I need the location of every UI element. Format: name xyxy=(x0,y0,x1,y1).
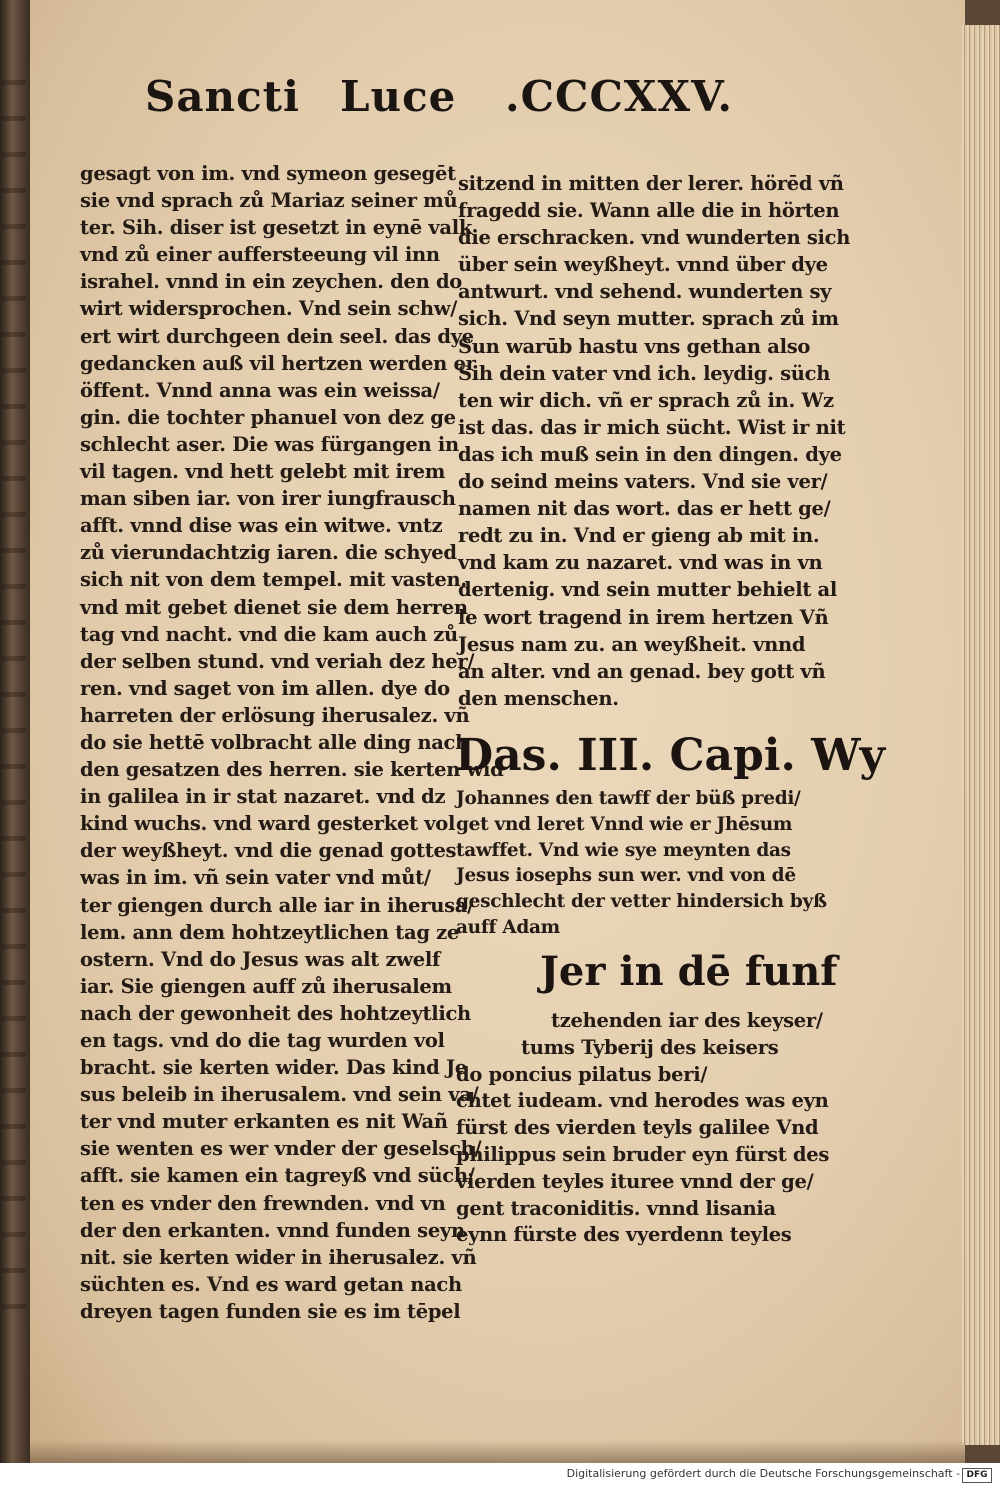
text-line: dertenig. vnd sein mutter behielt al xyxy=(458,578,837,602)
text-line: nit. sie kerten wider in iherusalez. vñ xyxy=(80,1245,477,1269)
left-text-column xyxy=(80,160,504,1325)
text-line: tag vnd nacht. vnd die kam auch zů xyxy=(80,622,458,646)
text-line: geschlecht der vetter hindersich byß xyxy=(456,891,827,913)
text-line: ostern. Vnd do Jesus was alt zwelf xyxy=(80,947,441,971)
text-line: antwurt. vnd sehend. wunderten sy xyxy=(458,280,832,304)
text-line: sie vnd sprach zů Mariaz seiner mů xyxy=(80,189,458,213)
text-line: en tags. vnd do die tag wurden vol xyxy=(80,1029,445,1052)
text-line: bracht. sie kerten wider. Das kind Je xyxy=(80,1056,467,1080)
text-line: wirt widersprochen. Vnd sein schw/ xyxy=(80,297,458,321)
text-line: sus beleib in iherusalem. vnd sein va/ xyxy=(80,1083,479,1107)
text-line: sich. Vnd seyn mutter. sprach zů im xyxy=(458,307,839,331)
text-line: sie wenten es wer vnder der geselsch/ xyxy=(80,1137,482,1161)
text-line: ter vnd muter erkanten es nit Wañ xyxy=(80,1110,448,1134)
text-line: le wort tragend in irem hertzen Vñ xyxy=(458,605,829,629)
text-line: ert wirt durchgeen dein seel. das dye xyxy=(80,324,474,348)
text-line: eynn fürste des vyerdenn teyles xyxy=(456,1223,792,1247)
text-line: chtet iudeam. vnd herodes was eyn xyxy=(456,1089,829,1113)
text-line: den gesatzen des herren. sie kerten wid xyxy=(80,758,504,782)
text-line: Johannes den tawff der büß predi/ xyxy=(456,788,801,809)
text-line: vnd kam zu nazaret. vnd was in vn xyxy=(458,551,823,575)
text-line: gesagt von im. vnd symeon gesegēt xyxy=(80,162,456,185)
text-line: iar. Sie giengen auff zů iherusalem xyxy=(80,974,452,998)
text-line: afft. vnnd dise was ein witwe. vntz xyxy=(80,514,443,538)
header-word-sancti: Sancti xyxy=(145,72,301,121)
text-line: gin. die tochter phanuel von dez ge xyxy=(80,405,456,429)
text-line: der selben stund. vnd veriah dez her/ xyxy=(80,649,475,673)
text-line: ter. Sih. diser ist gesetzt in eynē valk xyxy=(80,216,473,240)
text-line: harreten der erlösung iherusalez. vñ xyxy=(80,703,470,727)
text-line: afft. sie kamen ein tagreyß vnd süch/ xyxy=(80,1164,475,1188)
text-line: tzehenden iar des keyser/ xyxy=(551,1009,823,1032)
text-line: tawffet. Vnd wie sye meynten das xyxy=(456,839,791,861)
folio-number: .CCCXXV. xyxy=(505,72,733,121)
text-line: fürst des vierden teyls galilee Vnd xyxy=(456,1116,819,1140)
page-stack-edge xyxy=(962,25,1000,1445)
text-line: vil tagen. vnd hett gelebt mit irem xyxy=(80,460,446,484)
text-line: tums Tyberij des keisers xyxy=(521,1035,779,1059)
text-line: der den erkanten. vnnd funden seyn xyxy=(80,1218,465,1242)
text-line: Sun warūb hastu vns gethan also xyxy=(458,334,811,358)
text-line: auff Adam xyxy=(456,916,560,938)
chapter-summary xyxy=(456,786,827,941)
text-line: vierden teyles ituree vnnd der ge/ xyxy=(456,1169,814,1193)
text-line: ist das. das ir mich sücht. Wist ir nit xyxy=(458,415,846,439)
text-line: schlecht aser. Die was fürgangen in xyxy=(80,432,459,456)
text-line: süchten es. Vnd es ward getan nach xyxy=(80,1272,462,1296)
text-line: zů vierundachtzig iaren. die schyed xyxy=(80,541,457,565)
text-line: fragedd sie. Wann alle die in hörten xyxy=(458,199,840,223)
text-line: philippus sein bruder eyn fürst des xyxy=(456,1142,830,1166)
text-line: Jesus nam zu. an weyßheit. vnnd xyxy=(458,632,806,656)
text-line: ten es vnder den frewnden. vnd vn xyxy=(80,1191,446,1215)
text-line: gent traconiditis. vnnd lisania xyxy=(456,1196,776,1220)
dfg-logo-icon: DFG xyxy=(962,1468,992,1483)
text-line: do seind meins vaters. Vnd sie ver/ xyxy=(458,470,828,494)
text-line: ren. vnd saget von im allen. dye do xyxy=(80,676,450,700)
text-line: lem. ann dem hohtzeytlichen tag ze xyxy=(80,920,460,944)
facing-page-text-bleed xyxy=(2,80,26,1330)
text-line: namen nit das wort. das er hett ge/ xyxy=(458,497,831,521)
page-bottom-shadow xyxy=(30,1440,965,1463)
header-word-luce: Luce xyxy=(340,72,457,121)
text-line: ten wir dich. vñ er sprach zů in. Wz xyxy=(458,388,834,412)
text-line: redt zu in. Vnd er gieng ab mit in. xyxy=(458,524,820,548)
text-line: ter giengen durch alle iar in iherusa/ xyxy=(80,893,474,917)
running-header xyxy=(145,72,745,132)
text-line: der weyßheyt. vnd die genad gottes xyxy=(80,839,457,863)
text-line: öffent. Vnnd anna was ein weissa/ xyxy=(80,378,440,402)
text-line: an alter. vnd an genad. bey gott vñ xyxy=(458,659,826,683)
chapter-heading: Das. III. Capi. Wy xyxy=(455,730,886,781)
text-line: vnd mit gebet dienet sie dem herren xyxy=(80,595,468,619)
chapter-initial-phrase: Jer in dē funf xyxy=(540,948,838,995)
text-line: sitzend in mitten der lerer. hörēd vñ xyxy=(458,172,844,195)
right-text-column-top xyxy=(458,170,851,712)
footer-credit: Digitalisierung gefördert durch die Deutsche Forschungsgemeinschaft - xyxy=(566,1467,960,1480)
text-line: über sein weyßheyt. vnnd über dye xyxy=(458,253,828,277)
text-line: das ich muß sein in den dingen. dye xyxy=(458,442,842,466)
text-line: man siben iar. von irer iungfrausch xyxy=(80,487,456,511)
text-line: in galilea in ir stat nazaret. vnd dz xyxy=(80,785,446,809)
facing-page-edge xyxy=(0,0,30,1463)
text-line: den menschen. xyxy=(458,686,619,710)
digitization-footer xyxy=(0,1463,1000,1486)
text-line: do sie hettē volbracht alle ding nach xyxy=(80,730,469,754)
text-line: get vnd leret Vnnd wie er Jhēsum xyxy=(456,813,793,835)
text-line: dreyen tagen funden sie es im tēpel xyxy=(80,1299,461,1323)
text-line: do poncius pilatus beri/ xyxy=(456,1062,708,1086)
text-line: was in im. vñ sein vater vnd můt/ xyxy=(80,866,431,890)
text-line: die erschracken. vnd wunderten sich xyxy=(458,226,851,250)
text-line: sich nit von dem tempel. mit vasten. xyxy=(80,568,467,592)
text-line: Jesus iosephs sun wer. vnd von dē xyxy=(456,865,796,887)
text-line: kind wuchs. vnd ward gesterket vol xyxy=(80,812,456,836)
text-line: vnd zů einer auffersteeung vil inn xyxy=(80,243,440,267)
text-line: israhel. vnnd in ein zeychen. den do xyxy=(80,270,462,294)
text-line: gedancken auß vil hertzen werden er xyxy=(80,351,476,375)
text-line: Sih dein vater vnd ich. leydig. süch xyxy=(458,361,831,385)
right-text-column-bottom xyxy=(456,1008,830,1249)
text-line: nach der gewonheit des hohtzeytlich xyxy=(80,1001,471,1025)
